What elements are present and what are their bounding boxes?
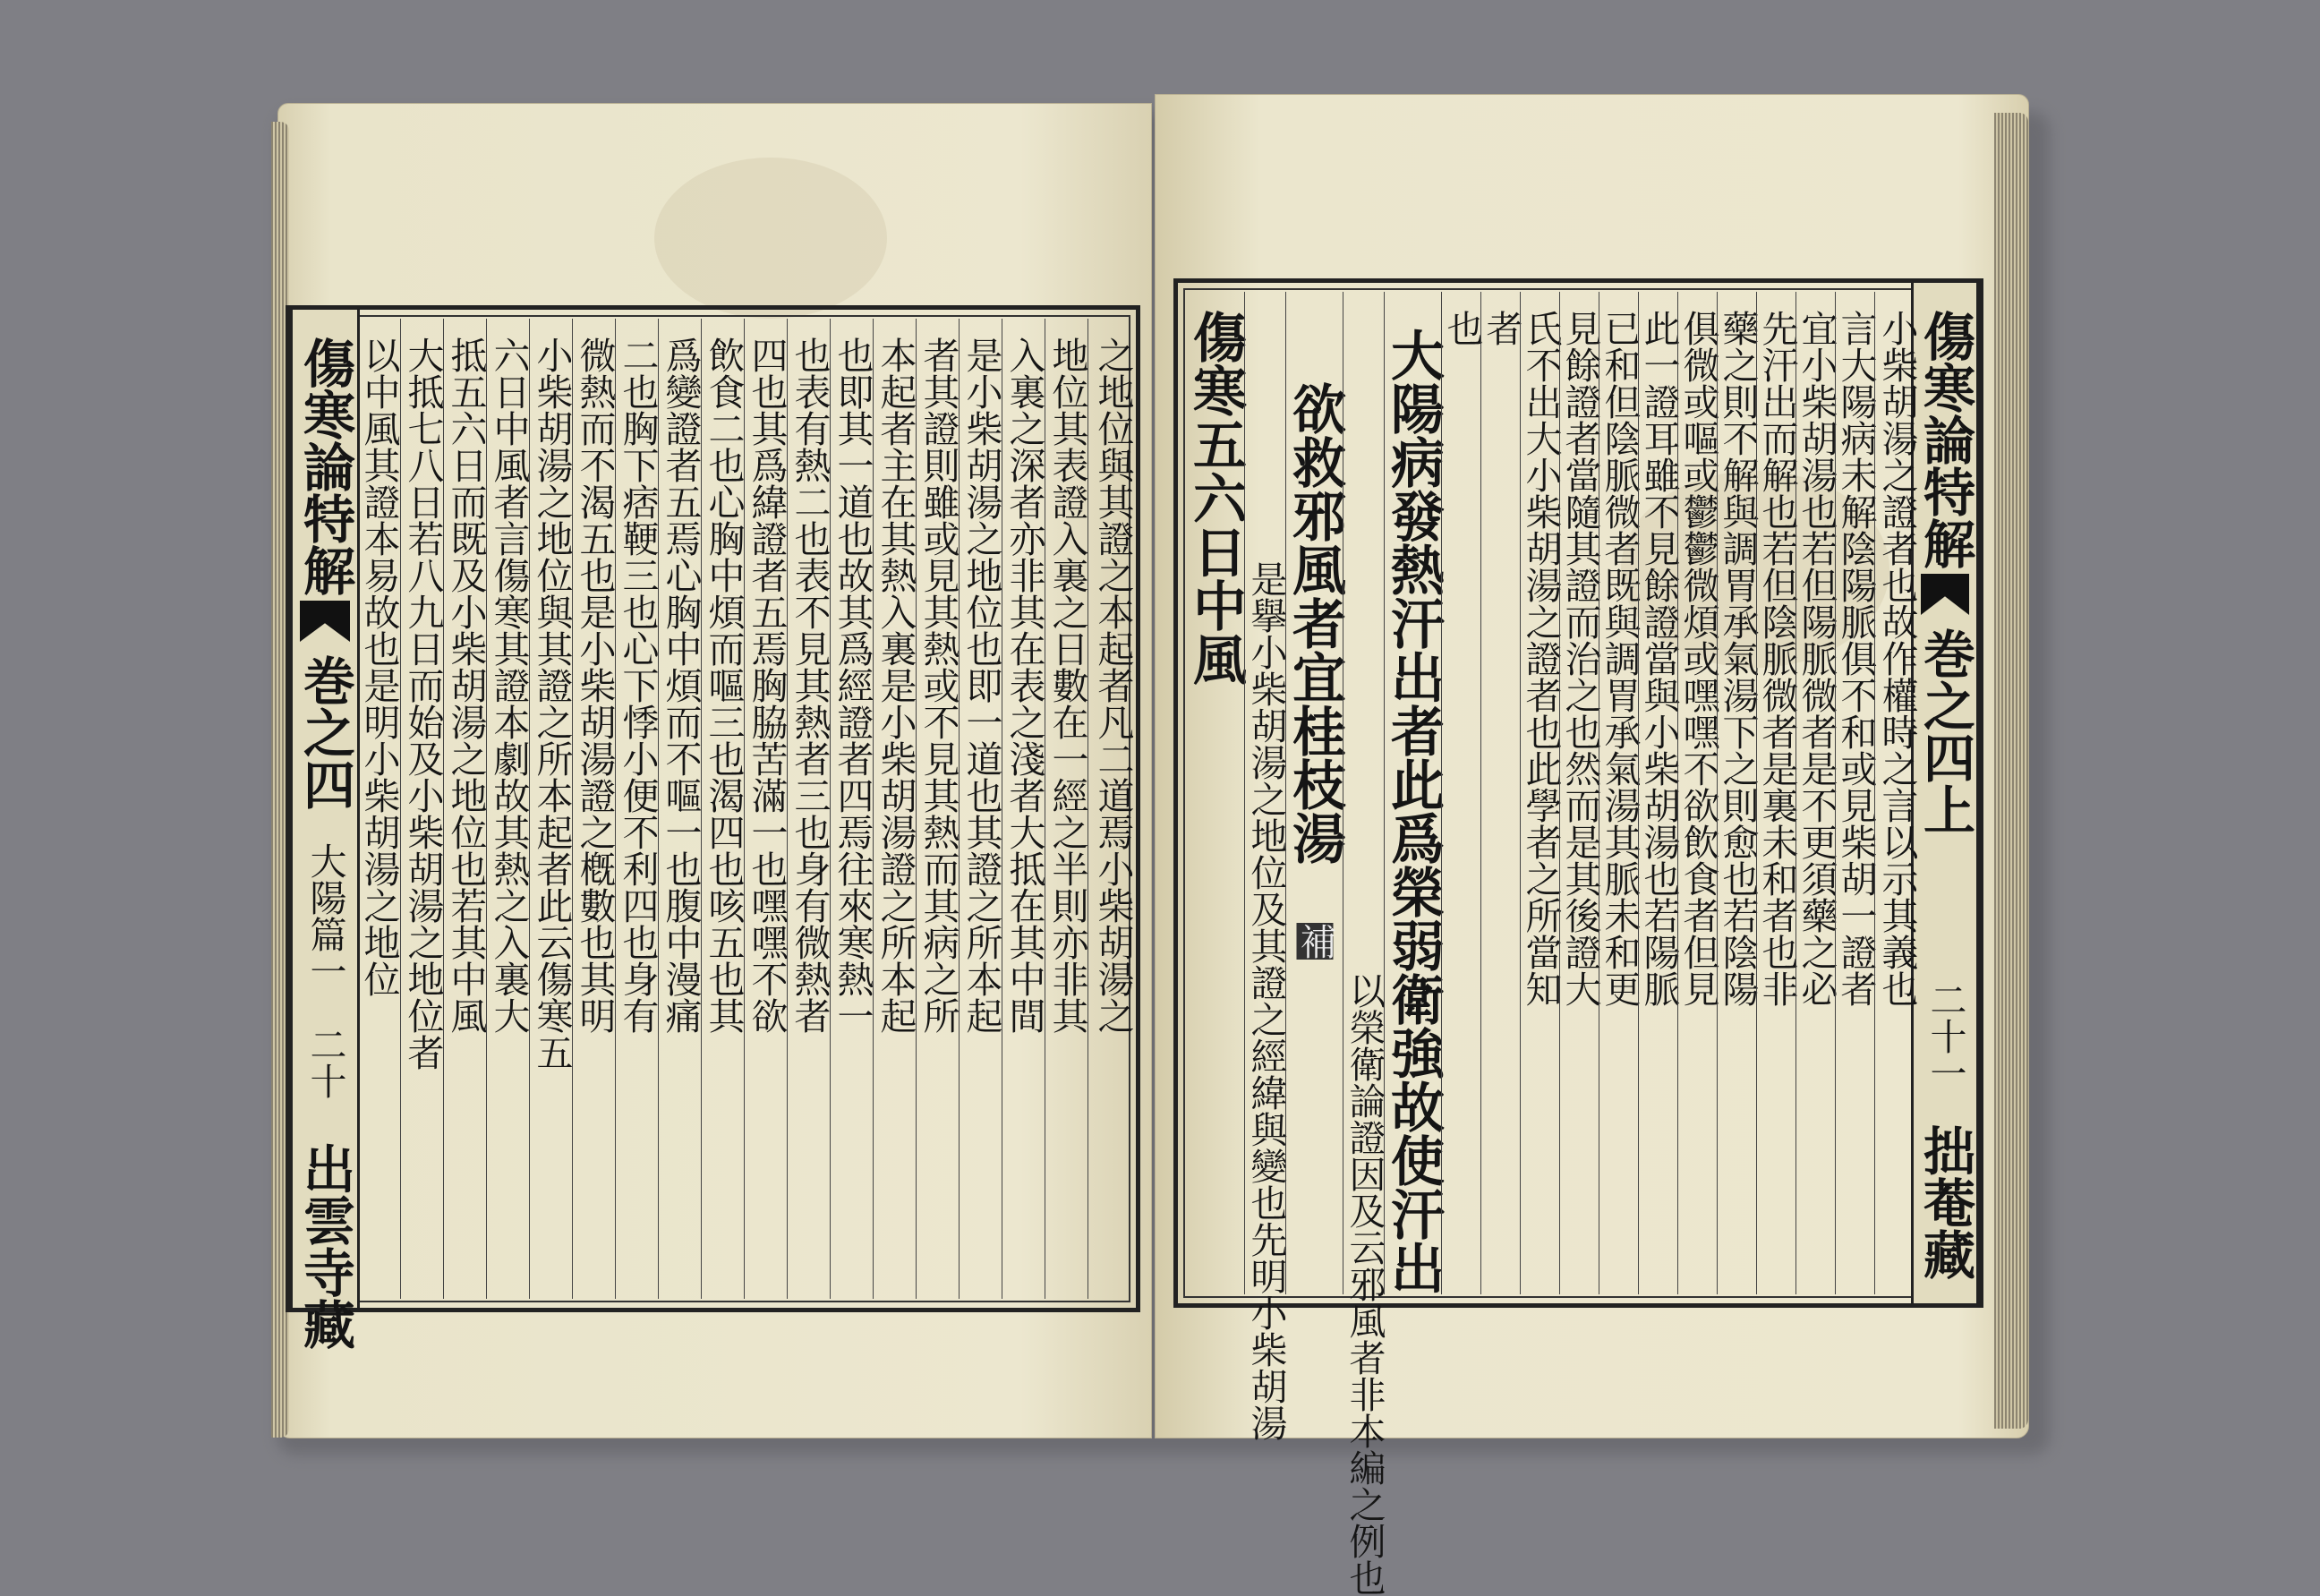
note-column: 以榮衛論證因及云邪風者非本編之例也 — [1343, 972, 1386, 1596]
left-banxin — [290, 310, 360, 1350]
text-column: 入裏之深者亦非其在表之淺者大抵在其中間 — [1002, 337, 1046, 1034]
text-column: 飲食二也心胸中煩而嘔三也渴四也咳五也其 — [702, 337, 746, 1034]
text-column: 者 — [1480, 310, 1523, 346]
right-page — [1155, 94, 2029, 1596]
text-column: 是擧小柴胡湯之地位及其證之經緯與變也先明小柴胡湯 — [1244, 560, 1288, 1441]
text-column: 二也胸下痞鞕三也心下悸小便不利四也身有 — [616, 337, 660, 1034]
right-banxin-volume: 巻之四上 — [1915, 627, 1975, 835]
text-column: 本起者主在其熱入裏是小柴胡湯證之所本起 — [874, 337, 917, 1034]
text-column: 宜小柴胡湯也若但陽脈微者是不更須藥之必 — [1795, 310, 1838, 1007]
text-column: 是小柴胡湯之地位也即一道也其證之所本起 — [960, 337, 1003, 1034]
text-column: 者其證則雖或見其熱或不見其熱而其病之所 — [917, 337, 960, 1034]
text-column: 微熱而不渴五也是小柴胡湯證之槪數也其明 — [573, 337, 617, 1034]
text-column: 先汗出而解也若但陰脈微者是裏未和者也非 — [1755, 310, 1799, 1007]
fishtail-mark — [300, 601, 350, 642]
text-column: 言大陽病未解陰陽脈俱不和或見柴胡一證者 — [1834, 310, 1878, 1007]
text-column: 爲變證者五焉心胸中煩而不嘔一也腹中漫痛 — [659, 337, 703, 1034]
text-column: 見餘證者當隨其證而治之也然而是其後證大 — [1558, 310, 1602, 1007]
main-text-column: 大陽病發熱汗出者此爲榮弱衛強故使汗出 — [1382, 328, 1445, 1294]
text-column: 大抵七八日若八九日而始及小柴胡湯之地位者 — [401, 337, 445, 1071]
text-column: 此一證耳雖不見餘證當與小柴胡湯也若陽脈 — [1637, 310, 1681, 1007]
left-banxin-volume: 巻之四 — [294, 654, 355, 810]
right-banxin-publisher: 拙菴藏 — [1915, 1124, 1975, 1280]
text-column: 小柴胡湯之地位與其證之所本起者此云傷寒五 — [530, 337, 574, 1071]
left-page — [277, 103, 1152, 1438]
right-text-body — [1184, 292, 1919, 1596]
text-column: 傷寒五六日中風 — [1184, 310, 1247, 686]
text-column: 以中風其證本易故也是明小柴胡湯之地位 — [357, 337, 401, 997]
text-column: 地位其表證入裏之日數在一經之半則亦非其 — [1045, 337, 1089, 1034]
bu-tag: 補 — [1293, 923, 1337, 960]
left-banxin-publisher: 出雲寺藏 — [294, 1142, 355, 1350]
open-book — [277, 94, 2050, 1596]
text-column: 俱微或嘔或鬱鬱微煩或嘿嘿不欲飲食者但見 — [1676, 310, 1720, 1007]
right-banxin-title: 傷寒論特解 — [1915, 310, 1975, 569]
text-column: 也即其一道也故其爲經證者四焉往來寒熱一 — [831, 337, 874, 1034]
text-column: 小柴胡湯之證者也故作權時之言以示其義也 — [1875, 310, 1919, 1007]
paper-stain — [654, 158, 887, 319]
left-text-frame — [286, 305, 1140, 1350]
right-text-frame — [1173, 278, 1983, 1596]
text-column: 之地位與其證之本起者凡二道焉小柴胡湯之 — [1091, 337, 1135, 1034]
left-text-body — [357, 319, 1135, 1299]
right-banxin — [1911, 283, 1979, 1303]
text-column: 也 — [1440, 310, 1484, 346]
text-column: 氏不出大小柴胡湯之證者也此學者之所當知 — [1519, 310, 1563, 1007]
right-banxin-folio: 二十一 — [1923, 981, 1967, 1091]
text-column: 藥之則不解與調胃承氣湯下之則愈也若陰陽 — [1716, 310, 1760, 1007]
text-column: 也表有熱二也表不見其熱者三也身有微熱者 — [788, 337, 832, 1034]
text-column: 抵五六日而既及小柴胡湯之地位也若其中風 — [444, 337, 488, 1034]
text-column: 四也其爲緯證者五焉胸脇苦滿一也嘿嘿不欲 — [745, 337, 789, 1034]
left-banxin-title: 傷寒論特解 — [294, 337, 355, 596]
main-text-column: 欲救邪風者宜桂枝湯 — [1284, 381, 1346, 865]
fishtail-mark — [1921, 574, 1969, 615]
left-banxin-section: 大陽篇一 — [303, 842, 347, 989]
right-page-edge — [1994, 113, 2028, 1429]
left-banxin-folio: 二十 — [303, 1026, 347, 1099]
text-column: 已和但陰脈微者既與調胃承氣湯其脈未和更 — [1598, 310, 1642, 1007]
text-column: 六日中風者言傷寒其證本劇故其熱之入裏大 — [487, 337, 531, 1034]
